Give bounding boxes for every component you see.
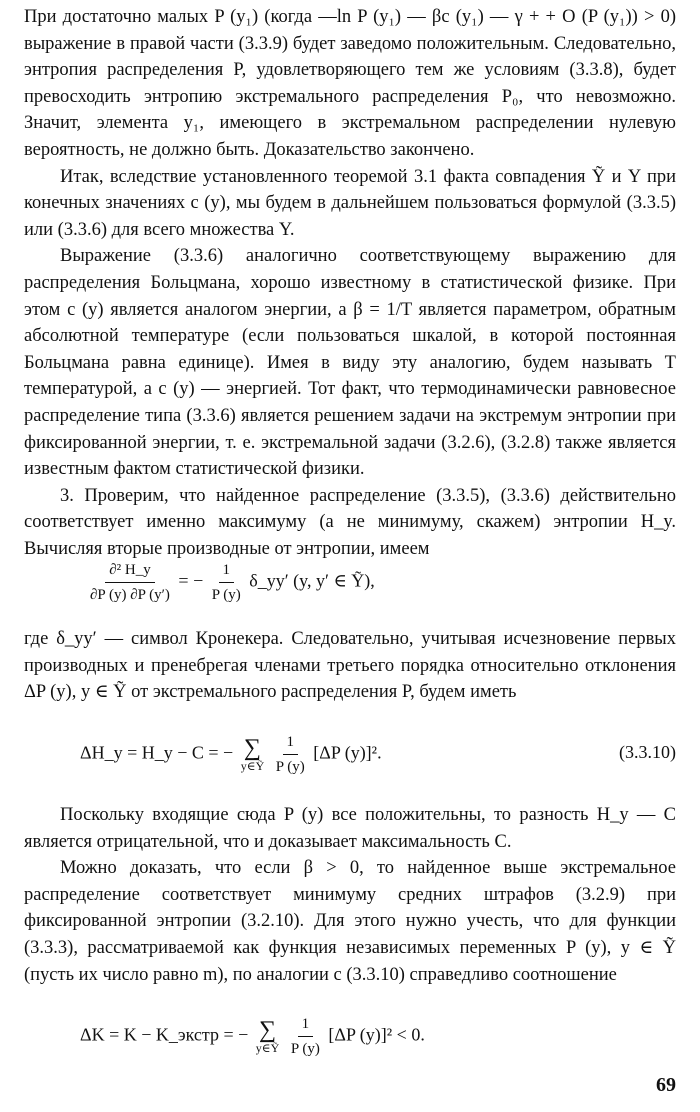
formula2-numerator: 1 <box>283 732 299 755</box>
formula2-lhs: ΔH_y = H_y − C = − <box>80 742 234 763</box>
formula3-fraction <box>287 1014 324 1059</box>
text-block-top <box>24 4 676 562</box>
paragraph-2: Итак, вследствие установленного теоремой 3.1 факта совпадения Ỹ и Y при конечных значениях c (y), мы будем в дальнейшем пользоваться формулой (3.3.5) или (3.3.6) для всего множества Y. <box>24 166 676 240</box>
formula-3-3-10 <box>0 728 700 788</box>
formula1-coef-denominator: P (y) <box>211 587 241 603</box>
formula3-denominator: P (y) <box>290 1041 320 1057</box>
text-block-bottom <box>24 802 676 988</box>
paragraph-3: Выражение (3.3.6) аналогично соответствующему выражению для распределения Больцмана, хорошо известному в статистической физике. При этом c (y) является аналогом энергии, а β = 1/T является параметром, обратным абсолютной температуре (если пользоваться шкалой, в которой постоянная Больцмана равна единице). Имея в виду эту аналогию, будем называть T температурой, а c (y) — энергией. Тот факт, что термодинамически равновесное распределение типа (3.3.6) является решением задачи на экстремум энтропии при фиксированной энергии, т. е. экстремальной задачи (3.2.6), (3.2.8) также является известным фактом статистической физики. <box>24 246 676 480</box>
formula3-sum-limit: y∈Ỹ <box>255 1040 280 1055</box>
formula2-sum-limit: y∈Ỹ <box>240 758 265 773</box>
page-number: 69 <box>656 1074 676 1096</box>
paragraph-6: Поскольку входящие сюда P (y) все положительны, то разность H_y — C является отрицательной, что и доказывает максимальность C. <box>24 805 676 852</box>
text-block-middle <box>24 626 676 706</box>
formula2-tail: [ΔP (y)]². <box>313 742 382 763</box>
formula2-denominator: P (y) <box>275 759 305 775</box>
formula1-tail: δ_yy′ (y, y′ ∈ Ỹ), <box>249 570 375 591</box>
formula2-sum <box>240 734 265 773</box>
formula-delta-k <box>0 1012 700 1068</box>
paragraph-4: 3. Проверим, что найденное распределение (3.3.5), (3.3.6) действительно соответствует именно максимуму (а не минимуму, скажем) энтропии H_y. Вычисляя вторые производные от энтропии, имеем <box>24 485 676 559</box>
formula1-coef-numerator: 1 <box>219 560 235 583</box>
formula3-sum-sign: ∑ <box>259 1016 277 1043</box>
formula3-sum <box>255 1016 280 1055</box>
formula-second-derivative <box>0 556 700 616</box>
formula3-numerator: 1 <box>298 1014 314 1037</box>
formula1-coef-fraction <box>208 560 245 605</box>
formula1-fraction <box>86 560 174 605</box>
formula1-numerator: ∂² H_y <box>105 560 155 583</box>
paragraph-1: При достаточно малых P (y₁) (когда —ln P (y₁) — βc (y₁) — γ + + O (P (y₁)) > 0) выражение в правой части (3.3.9) будет заведомо положительным. Следовательно, энтропия распределения P, удовлетворяющего тем же условиям (3.3.8), будет превосходить энтропию экстремального распределения P₀, что невозможно. Значит, элемента y₁, имеющего в экстремальном распределении нулевую вероятность, не должно быть. Доказательство закончено. <box>24 7 676 160</box>
equation-number: (3.3.10) <box>619 742 676 762</box>
formula3-lhs: ΔK = K − K_экстр = − <box>80 1024 249 1045</box>
formula1-denominator: ∂P (y) ∂P (y′) <box>90 587 170 603</box>
formula2-fraction <box>272 732 309 777</box>
formula1-equals: = − <box>178 570 204 591</box>
paragraph-7: Можно доказать, что если β > 0, то найденное выше экстремальное распределение соответствует минимуму средних штрафов (3.2.9) при фиксированной энтропии (3.2.10). Для этого нужно учесть, что для функции (3.3.3), рассматриваемой как функция независимых переменных P (y), y ∈ Ỹ (пусть их число равно m), по аналогии с (3.3.10) справедливо соотношение <box>24 858 676 985</box>
formula2-sum-sign: ∑ <box>243 734 262 761</box>
formula3-tail: [ΔP (y)]² < 0. <box>328 1024 425 1045</box>
paragraph-5: где δ_yy′ — символ Кронекера. Следовательно, учитывая исчезновение первых производных и пренебрегая членами третьего порядка относительно отклонения ΔP (y), y ∈ Ỹ от экстремального распределения P, будем иметь <box>24 629 676 703</box>
